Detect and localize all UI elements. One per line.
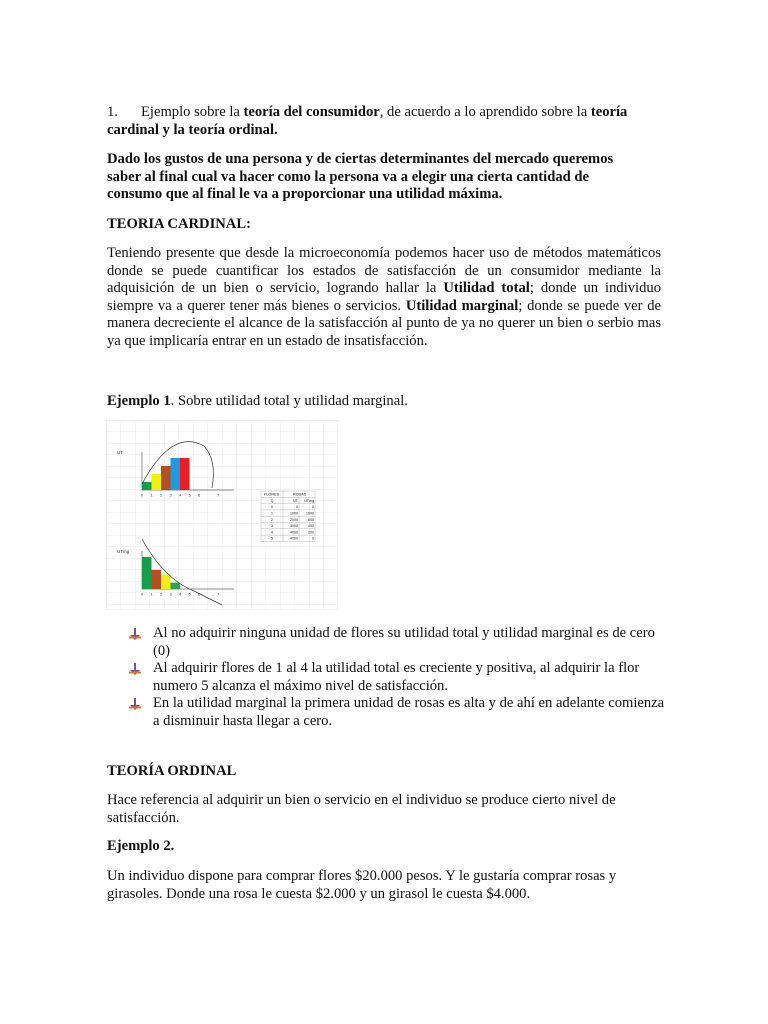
arrow-bullet-icon bbox=[128, 662, 142, 676]
utility-table bbox=[258, 490, 324, 552]
table-cell: 200 bbox=[308, 530, 314, 535]
table-cell: 2000 bbox=[290, 517, 298, 522]
x-tick-label: 0 bbox=[141, 492, 144, 498]
ejemplo1-label: Ejemplo 1 bbox=[107, 393, 171, 409]
x-tick-label: 1 bbox=[150, 591, 153, 597]
list-item bbox=[128, 695, 668, 730]
x-tick-label: 1 bbox=[150, 492, 153, 498]
table-cell: 2 bbox=[271, 517, 273, 522]
ejemplo2-heading: Ejemplo 2. bbox=[107, 838, 175, 854]
bullet-text: En la utilidad marginal la primera unidad de rosas es alta y de ahí en adelante comienza a disminuir hasta llegar a cero. bbox=[153, 695, 665, 729]
table-cell: 600 bbox=[308, 517, 314, 522]
list-item bbox=[128, 625, 668, 660]
table-cell: 0 bbox=[312, 536, 314, 541]
arrow-bullet-icon bbox=[128, 627, 142, 641]
bar bbox=[152, 570, 162, 589]
ordinal-heading: TEORÍA ORDINAL bbox=[107, 763, 237, 779]
cardinal-text-1: Teniendo presente que desde la microeconomía podemos hacer uso de métodos matemáticos donde se puede cuantificar los estados de satisfacción de un consumidor mediante la adquisición de un bien o servicio, logrando hallar la bbox=[107, 245, 661, 296]
intro-text-2: , de acuerdo a lo aprendido sobre la bbox=[379, 104, 591, 120]
y-axis-label: UT bbox=[117, 450, 123, 455]
cardinal-paragraph bbox=[107, 245, 661, 350]
table-cell: 450 bbox=[308, 524, 314, 529]
ordinal-paragraph: Hace referencia al adquirir un bien o servicio en el individuo se produce cierto nivel de satisfacción. bbox=[107, 792, 616, 826]
bar bbox=[161, 575, 171, 589]
x-tick-label: 5 bbox=[188, 492, 191, 498]
dado-paragraph: Dado los gustos de una persona y de ciertas determinantes del mercado queremos saber al final cual va hacer como la persona va a elegir una cierta cantidad de consumo que al final le va a proporcionar una utilidad máxima. bbox=[107, 151, 614, 202]
cardinal-text-3: ; donde se puede ver de manera decreciente el alcance de la satisfacción al punto de ya no querer un bien o serbio mas ya que implicaría entrar en un estado de insatisfacción. bbox=[107, 297, 661, 349]
cardinal-text-2: ; donde un individuo siempre va a querer tener más bienes o servicios. bbox=[107, 280, 662, 314]
intro-bold-1: teoría del consumidor bbox=[243, 104, 380, 120]
bar bbox=[171, 583, 181, 589]
x-tick-label: 2 bbox=[160, 492, 163, 498]
x-tick-label: 3 bbox=[169, 591, 172, 597]
x-tick-label: 7 bbox=[217, 591, 220, 597]
intro-bold-2: teoría cardinal y la teoría ordinal. bbox=[107, 104, 628, 138]
intro-text-1: Ejemplo sobre la bbox=[141, 104, 244, 120]
table-cell: 0 bbox=[296, 505, 298, 510]
bullet-text: Al adquirir flores de 1 al 4 la utilidad total es creciente y positiva, al adquirir la flor numero 5 alcanza el máximo nivel de satisfacción. bbox=[153, 660, 640, 694]
table-cell: 1000 bbox=[290, 511, 298, 516]
table-cell: 3000 bbox=[290, 524, 298, 529]
list-number: 1. bbox=[107, 104, 118, 120]
utilidad-marginal-term: Utilidad marginal bbox=[405, 297, 519, 314]
table-top-header: FLORES bbox=[264, 492, 280, 497]
table-cell: 3 bbox=[271, 524, 273, 529]
table-cell: 4000 bbox=[290, 536, 298, 541]
table-header: Q bbox=[270, 498, 274, 503]
utilidad-total-term: Utilidad total bbox=[443, 280, 530, 296]
bar bbox=[142, 557, 152, 589]
ejemplo1-text: . Sobre utilidad total y utilidad marginal. bbox=[170, 393, 408, 409]
y-axis-label: UTmg bbox=[117, 549, 130, 554]
x-tick-label: 7 bbox=[217, 492, 220, 498]
x-tick-label: 6 bbox=[198, 492, 201, 498]
table-cell: 4000 bbox=[290, 530, 298, 535]
bullet-text: Al no adquirir ninguna unidad de flores su utilidad total y utilidad marginal es de cero (0) bbox=[153, 625, 655, 659]
cardinal-heading: TEORIA CARDINAL: bbox=[107, 216, 251, 232]
ejemplo1-line bbox=[107, 393, 408, 411]
bar bbox=[142, 482, 152, 490]
table-cell: 4 bbox=[271, 530, 273, 535]
table-top-header: ROSAS bbox=[293, 492, 307, 497]
table-cell: 5 bbox=[271, 536, 273, 541]
x-tick-label: 2 bbox=[160, 591, 163, 597]
x-tick-label: 5 bbox=[188, 591, 191, 597]
x-tick-label: 3 bbox=[169, 492, 172, 498]
list-item bbox=[128, 660, 668, 695]
bar bbox=[171, 458, 181, 490]
bullet-list bbox=[128, 625, 668, 730]
table-cell: 1 bbox=[271, 511, 273, 516]
x-tick-label: 4 bbox=[179, 492, 182, 498]
arrow-bullet-icon bbox=[128, 697, 142, 711]
table-cell: 0 bbox=[312, 505, 314, 510]
x-tick-label: 6 bbox=[198, 591, 201, 597]
table-cell: 1000 bbox=[306, 511, 314, 516]
x-tick-label: 0 bbox=[141, 591, 144, 597]
table-header: UTmg bbox=[304, 498, 314, 503]
table-cell: 0 bbox=[271, 505, 273, 510]
bar bbox=[180, 458, 190, 490]
ejemplo2-paragraph: Un individuo dispone para comprar flores $20.000 pesos. Y le gustaría comprar rosas y girasoles. Donde una rosa le cuesta $2.000 y un girasol le cuesta $4.000. bbox=[107, 868, 617, 902]
bar bbox=[152, 474, 162, 490]
table-header: UT bbox=[293, 498, 298, 503]
x-tick-label: 4 bbox=[179, 591, 182, 597]
bar bbox=[161, 466, 171, 490]
intro-paragraph bbox=[107, 104, 667, 139]
